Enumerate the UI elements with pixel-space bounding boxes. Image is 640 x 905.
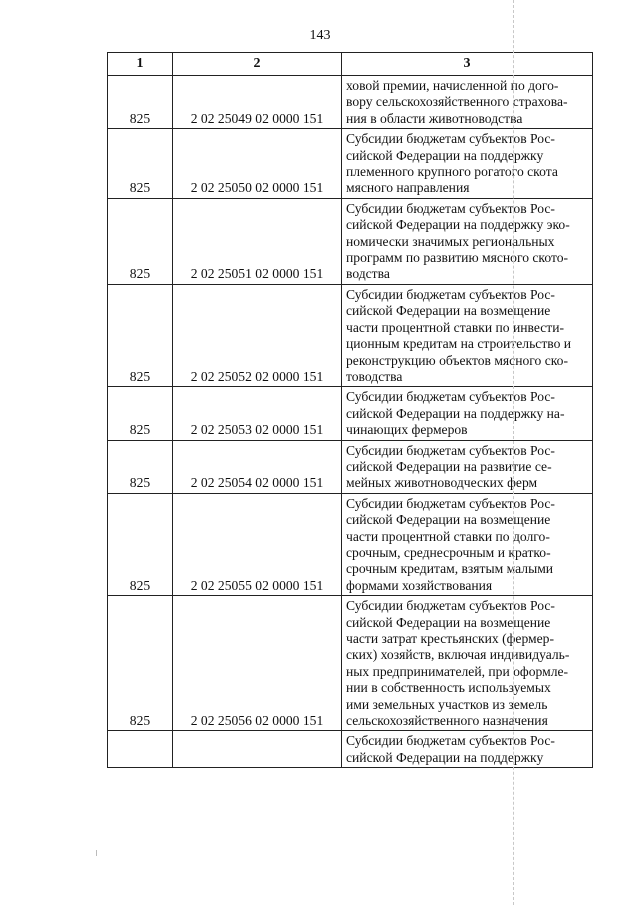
- admin-code-cell: 825: [108, 284, 173, 386]
- table-row: [108, 76, 593, 129]
- admin-code-cell: 825: [108, 198, 173, 284]
- revenue-description-cell: Субсидии бюджетам субъектов Рос- сийской Федерации на возмещение части процентной ставки по долго- срочным, среднесрочным и кратко- срочным кредитам, взятым малыми формами хозяйствования: [342, 493, 593, 595]
- column-header-3: 3: [342, 53, 593, 76]
- revenue-description-cell: Субсидии бюджетам субъектов Рос- сийской Федерации на поддержку племенного крупного рогатого скота мясного направления: [342, 129, 593, 199]
- budget-classification-code-cell: 2 02 25052 02 0000 151: [173, 284, 342, 386]
- table-row: [108, 731, 593, 768]
- table-row: [108, 387, 593, 440]
- column-header-1: 1: [108, 53, 173, 76]
- budget-classification-code-cell: 2 02 25049 02 0000 151: [173, 76, 342, 129]
- admin-code-cell: 825: [108, 493, 173, 595]
- admin-code-cell: [108, 731, 173, 768]
- revenue-description-cell: Субсидии бюджетам субъектов Рос- сийской Федерации на поддержку: [342, 731, 593, 768]
- admin-code-cell: 825: [108, 440, 173, 493]
- revenue-description-cell: Субсидии бюджетам субъектов Рос- сийской Федерации на поддержку эко- номически значимых региональных программ по развитию мясного ското- водства: [342, 198, 593, 284]
- table-row: [108, 198, 593, 284]
- table-row: [108, 284, 593, 386]
- admin-code-cell: 825: [108, 129, 173, 199]
- budget-classification-code-cell: 2 02 25054 02 0000 151: [173, 440, 342, 493]
- budget-classification-code-cell: 2 02 25051 02 0000 151: [173, 198, 342, 284]
- scan-fold-line: [513, 0, 514, 905]
- page-number: 143: [309, 28, 331, 43]
- revenue-description-cell: Субсидии бюджетам субъектов Рос- сийской Федерации на развитие се- мейных животноводческих ферм: [342, 440, 593, 493]
- table-row: [108, 493, 593, 595]
- column-header-2: 2: [173, 53, 342, 76]
- budget-classification-code-cell: [173, 731, 342, 768]
- table-row: [108, 596, 593, 731]
- budget-classification-code-cell: 2 02 25055 02 0000 151: [173, 493, 342, 595]
- budget-classification-code-cell: 2 02 25056 02 0000 151: [173, 596, 342, 731]
- table-header-row: [108, 53, 593, 76]
- budget-classification-code-cell: 2 02 25053 02 0000 151: [173, 387, 342, 440]
- admin-code-cell: 825: [108, 387, 173, 440]
- table-row: [108, 129, 593, 199]
- revenue-description-cell: Субсидии бюджетам субъектов Рос- сийской Федерации на возмещение части затрат крестьянских (фермер- ских) хозяйств, включая индивидуаль- ных предпринимателей, при оформле- нии в собственность используемых ими земельных участков из земель сельскохозяйственного назначения: [342, 596, 593, 731]
- scan-artifact-mark: [96, 850, 97, 856]
- table-row: [108, 440, 593, 493]
- budget-code-table: [107, 52, 593, 768]
- revenue-description-cell: Субсидии бюджетам субъектов Рос- сийской Федерации на возмещение части процентной ставки по инвести- ционным кредитам на строительство и реконструкцию объектов мясного ско- товодства: [342, 284, 593, 386]
- budget-classification-code-cell: 2 02 25050 02 0000 151: [173, 129, 342, 199]
- revenue-description-cell: ховой премии, начисленной по дого- вору сельскохозяйственного страхова- ния в области животноводства: [342, 76, 593, 129]
- admin-code-cell: 825: [108, 596, 173, 731]
- revenue-description-cell: Субсидии бюджетам субъектов Рос- сийской Федерации на поддержку на- чинающих фермеров: [342, 387, 593, 440]
- admin-code-cell: 825: [108, 76, 173, 129]
